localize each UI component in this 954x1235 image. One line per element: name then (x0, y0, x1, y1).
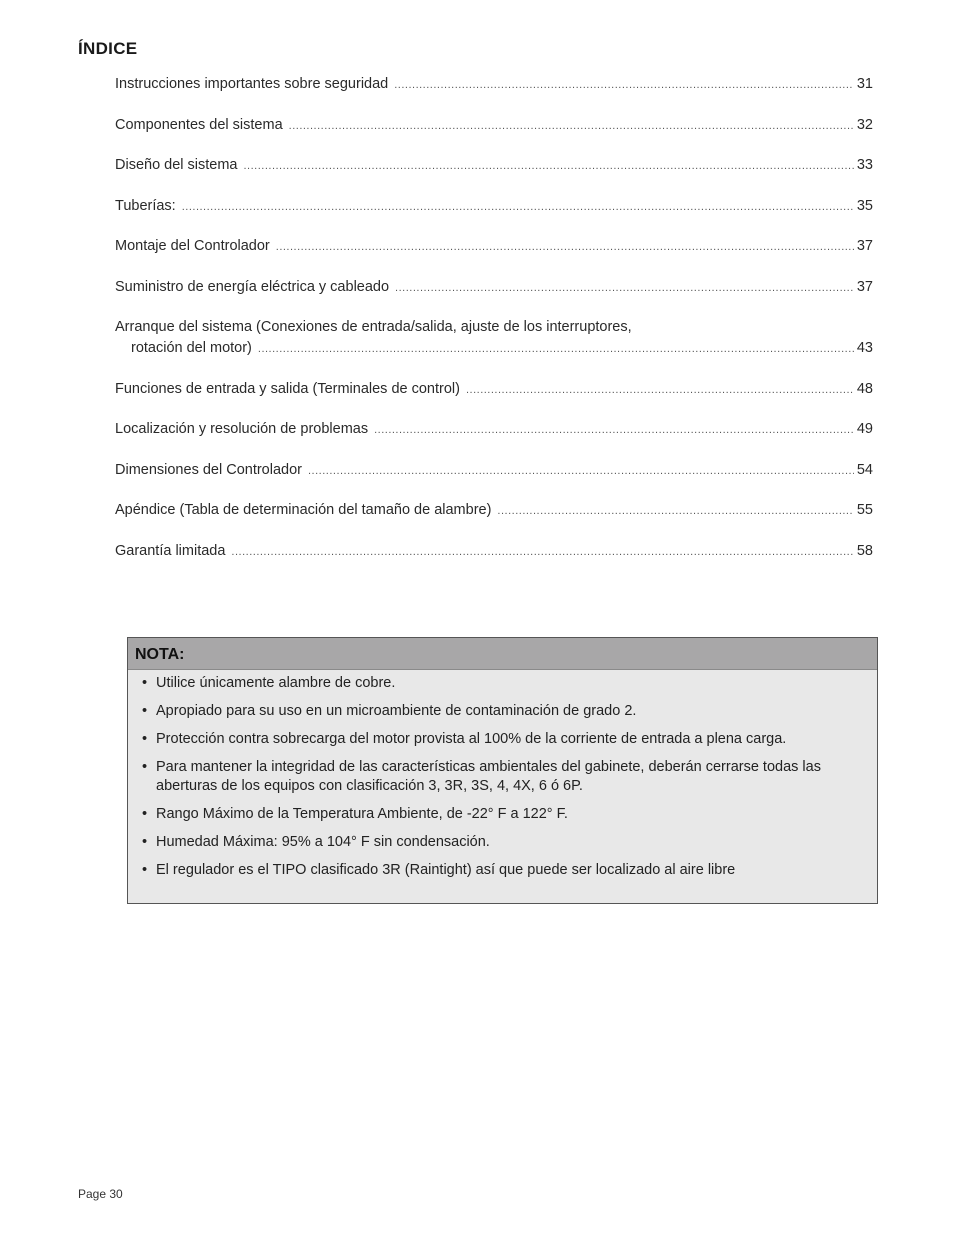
bullet-icon: • (142, 675, 148, 691)
dot-leader (466, 380, 854, 401)
toc-label: Dimensiones del Controlador (115, 461, 302, 478)
toc-page-number: 37 (856, 278, 873, 295)
dot-leader (308, 461, 854, 482)
note-item-text: Utilice únicamente alambre de cobre. (156, 675, 396, 691)
note-item (142, 833, 877, 852)
toc-page-number: 49 (856, 421, 873, 437)
dot-leader (258, 339, 854, 360)
toc-entry[interactable] (115, 236, 873, 257)
dot-leader (182, 197, 854, 218)
page-footer: Page 30 (78, 1187, 123, 1201)
toc-entry[interactable] (115, 419, 873, 440)
bullet-icon: • (142, 862, 148, 878)
toc-entry[interactable] (115, 317, 873, 359)
toc-label: rotación del motor) (131, 340, 252, 356)
dot-leader (231, 542, 853, 563)
dot-leader (276, 237, 854, 258)
toc-page-number: 43 (856, 340, 873, 356)
note-item (142, 702, 877, 721)
toc-page-number: 54 (856, 461, 873, 478)
toc-page-number: 31 (856, 76, 873, 92)
note-item (142, 805, 877, 824)
toc-label: Funciones de entrada y salida (Terminales de control) (115, 380, 460, 397)
page-title: ÍNDICE (78, 39, 138, 58)
note-item-text: Apropiado para su uso en un microambiente de contaminación de grado 2. (156, 703, 637, 719)
toc-label: Diseño del sistema (115, 157, 238, 173)
toc-label: Instrucciones importantes sobre seguridad (115, 76, 389, 92)
toc-page-number: 37 (856, 238, 873, 254)
toc-entry[interactable] (115, 460, 873, 481)
toc-entry[interactable] (115, 379, 873, 400)
toc-entry[interactable] (115, 74, 873, 95)
toc-page-number: 32 (856, 116, 873, 133)
note-list (128, 670, 877, 880)
toc-entry[interactable] (115, 541, 873, 562)
note-item (142, 730, 877, 749)
toc-label-line1: Arranque del sistema (Conexiones de entrada/salida, ajuste de los interruptores, (115, 319, 632, 335)
toc-label: Suministro de energía eléctrica y cableado (115, 278, 390, 295)
toc-entry[interactable] (115, 155, 873, 176)
note-item-text: Rango Máximo de la Temperatura Ambiente, de -22° F a 122° F. (156, 806, 568, 822)
note-box (127, 637, 878, 904)
toc-entry[interactable] (115, 196, 873, 217)
toc-entry[interactable] (115, 277, 873, 298)
note-item (142, 758, 877, 796)
note-item-text: El regulador es el TIPO clasificado 3R (Raintight) así que puede ser localizado al aire libre (156, 862, 736, 878)
bullet-icon: • (142, 806, 148, 822)
note-item-text: Humedad Máxima: 95% a 104° F sin condensación. (156, 834, 490, 850)
dot-leader (395, 278, 854, 299)
bullet-icon: • (142, 703, 148, 719)
toc-label: Apéndice (Tabla de determinación del tamaño de alambre) (115, 502, 492, 518)
table-of-contents (115, 74, 873, 581)
bullet-icon: • (142, 731, 148, 747)
dot-leader (289, 116, 854, 137)
bullet-icon: • (142, 834, 148, 850)
toc-page-number: 33 (856, 157, 873, 173)
dot-leader (244, 156, 854, 177)
toc-page-number: 48 (856, 380, 873, 397)
toc-label: Garantía limitada (115, 542, 226, 559)
toc-label: Componentes del sistema (115, 116, 283, 133)
dot-leader (497, 501, 853, 522)
bullet-icon: • (142, 759, 148, 775)
dot-leader (394, 75, 854, 96)
toc-page-number: 55 (856, 502, 873, 518)
toc-label: Montaje del Controlador (115, 238, 270, 254)
note-item (142, 861, 877, 880)
note-item (142, 674, 877, 693)
note-header: NOTA: (128, 638, 877, 670)
toc-label: Localización y resolución de problemas (115, 421, 369, 437)
toc-page-number: 58 (856, 542, 873, 559)
toc-page-number: 35 (856, 197, 873, 214)
dot-leader (374, 420, 854, 441)
toc-entry[interactable] (115, 115, 873, 136)
note-item-text: Protección contra sobrecarga del motor provista al 100% de la corriente de entrada a plena carga. (156, 731, 787, 747)
toc-label: Tuberías: (115, 197, 176, 214)
note-item-text: Para mantener la integridad de las características ambientales del gabinete, deberán cerrarse todas las aberturas de los equipos con clasificación 3, 3R, 3S, 4, 4X, 6 ó 6P. (156, 759, 821, 794)
toc-entry[interactable] (115, 500, 873, 521)
